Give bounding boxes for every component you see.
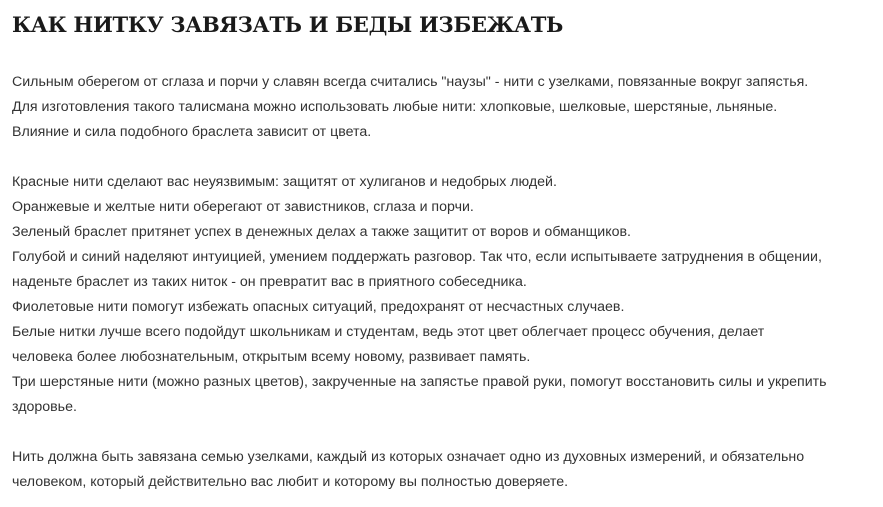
- text-line: Три шерстяные нити (можно разных цветов), закрученные на запястье правой руки, помогут восстановить силы и укрепить: [12, 374, 827, 390]
- text-line: Зеленый браслет притянет успех в денежных делах а также защитит от воров и обманщиков.: [12, 224, 631, 240]
- text-line: Влияние и сила подобного браслета зависит от цвета.: [12, 124, 372, 140]
- text-line: Белые нитки лучше всего подойдут школьникам и студентам, ведь этот цвет облегчает процесс обучения, делает: [12, 324, 765, 340]
- text-line: Нить должна быть завязана семью узелками, каждый из которых означает одно из духовных измерений, и обязательно: [12, 449, 805, 465]
- text-line: Оранжевые и желтые нити оберегают от завистников, сглаза и порчи.: [12, 199, 474, 215]
- paragraph-intro: [12, 70, 878, 145]
- text-line: Для изготовления такого талисмана можно использовать любые нити: хлопковые, шелковые, шерстяные, льняные.: [12, 99, 778, 115]
- text-line: наденьте браслет из таких ниток - он превратит вас в приятного собеседника.: [12, 274, 527, 290]
- text-line: человека более любознательным, открытым всему новому, развивает память.: [12, 349, 531, 365]
- paragraph-colors: [12, 170, 878, 420]
- text-line: Сильным оберегом от сглаза и порчи у славян всегда считались "наузы" - нити с узелками, повязанные вокруг запястья.: [12, 74, 809, 90]
- text-line: здоровье.: [12, 399, 77, 415]
- text-line: Голубой и синий наделяют интуицией, умением поддержать разговор. Так что, если испытываете затруднения в общении,: [12, 249, 822, 265]
- article-title: КАК НИТКУ ЗАВЯЗАТЬ И БЕДЫ ИЗБЕЖАТЬ: [12, 12, 564, 37]
- text-line: человеком, который действительно вас любит и которому вы полностью доверяете.: [12, 474, 569, 490]
- text-line: Красные нити сделают вас неуязвимым: защитят от хулиганов и недобрых людей.: [12, 174, 557, 190]
- paragraph-knots: [12, 445, 878, 495]
- text-line: Фиолетовые нити помогут избежать опасных ситуаций, предохранят от несчастных случаев.: [12, 299, 625, 315]
